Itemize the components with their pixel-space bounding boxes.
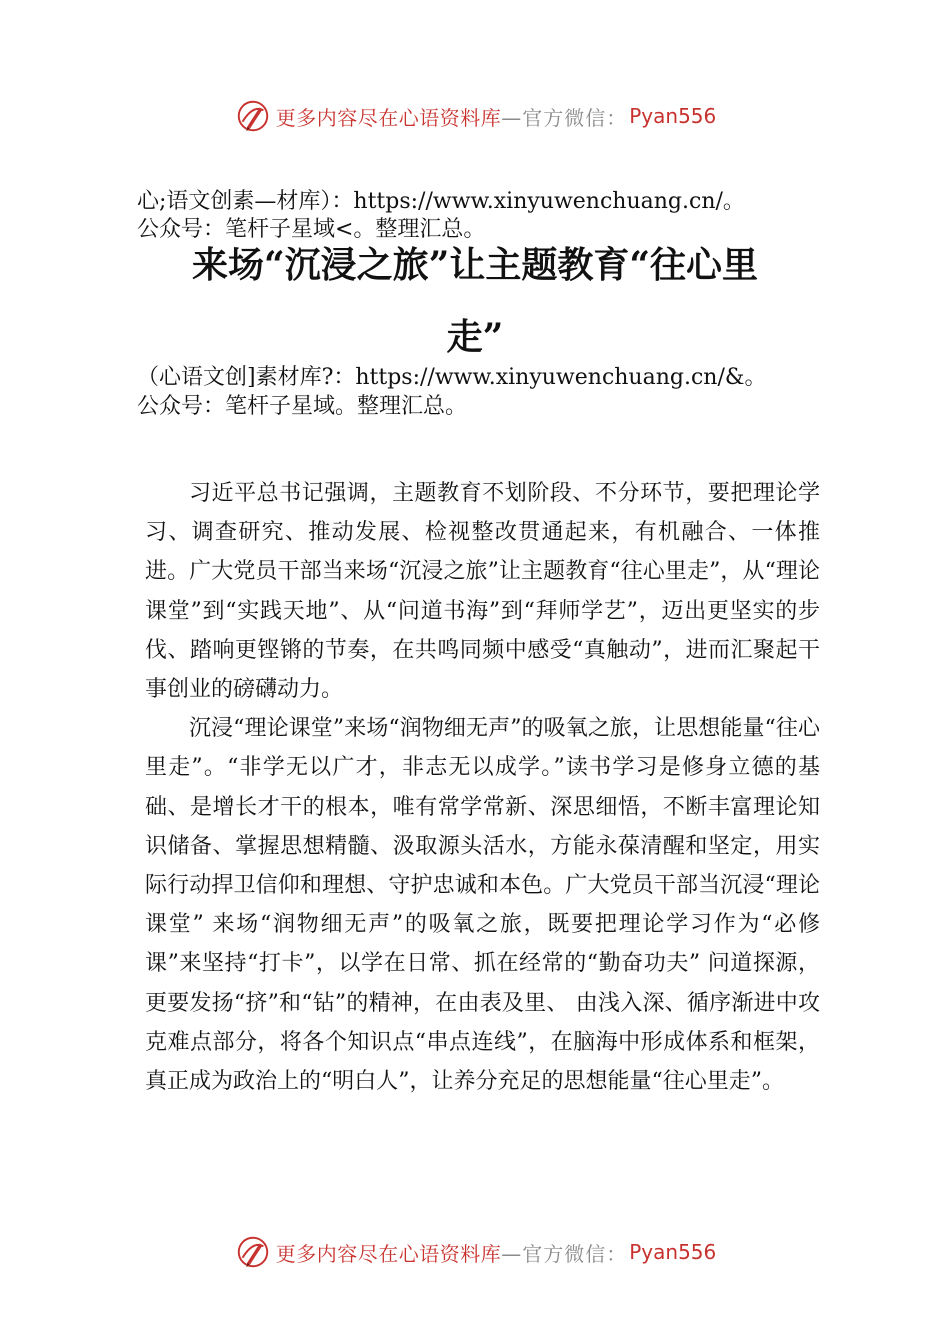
pen-logo-icon: [234, 1233, 272, 1271]
paragraph-1: 习近平总书记强调，主题教育不划阶段、不分环节，要把理论学习、调查研究、推动发展、检视整改贯通起来，有机融合、一体推进。广大党员干部当来场“沉浸之旅”让主题教育“往心里走”，从“理论课堂”到“实践天地”、从“问道书海”到“拜师学艺”，迈出更坚实的步伐、踏响更铿锵的节奏，在共鸣同频中感受“真触动”，进而汇聚起干事创业的磅礴动力。: [145, 481, 820, 703]
sub-meta-line-2: 公众号：笔杆子星域。整理汇总。: [137, 394, 468, 419]
article-body: [145, 474, 820, 1101]
watermark-account: Pyan556: [629, 104, 717, 128]
header-watermark: [0, 92, 950, 140]
header-meta-line-2: 公众号：笔杆子星域<。整理汇总。: [137, 217, 486, 242]
header-meta-line-1: 心;语文创素—材库）：https://www.xinyuwenchuang.cn/。: [137, 189, 745, 214]
watermark-official-label: —官方微信：: [501, 1241, 628, 1266]
paragraph-2: 沉浸“理论课堂”来场“润物细无声”的吸氧之旅，让思想能量“往心里走”。“非学无以广才，非志无以成学。”读书学习是修身立德的基础、是增长才干的根本，唯有常学常新、深思细悟，不断丰富理论知识储备、掌握思想精髓、汲取源头活水，方能永葆清醒和坚定，用实际行动捍卫信仰和理想、守护忠诚和本色。广大党员干部当沉浸“理论课堂” 来场“润物细无声”的吸氧之旅，既要把理论学习作为“必修课”来坚持“打卡”，以学在日常、抓在经常的“勤奋功夫” 问道探源，更要发扬“挤”和“钻”的精神，在由表及里、 由浅入深、循序渐进中攻克难点部分，将各个知识点“串点连线”，在脑海中形成体系和框架，真正成为政治上的“明白人”，让养分充足的思想能量“往心里走”。: [145, 716, 820, 1095]
watermark-official-label: —官方微信：: [501, 105, 628, 130]
pen-logo-icon: [234, 97, 272, 135]
footer-watermark: [0, 1228, 950, 1276]
watermark-text: 更多内容尽在心语资料库: [275, 105, 502, 130]
watermark-account: Pyan556: [629, 1240, 717, 1264]
article-title-line-2: 走”: [446, 316, 504, 358]
sub-meta-line-1: （心语文创]素材库?：https://www.xinyuwenchuang.cn/&。: [137, 365, 767, 390]
watermark-text: 更多内容尽在心语资料库: [275, 1241, 502, 1266]
article-title-line-1: 来场“沉浸之旅”让主题教育“往心里: [191, 244, 759, 286]
